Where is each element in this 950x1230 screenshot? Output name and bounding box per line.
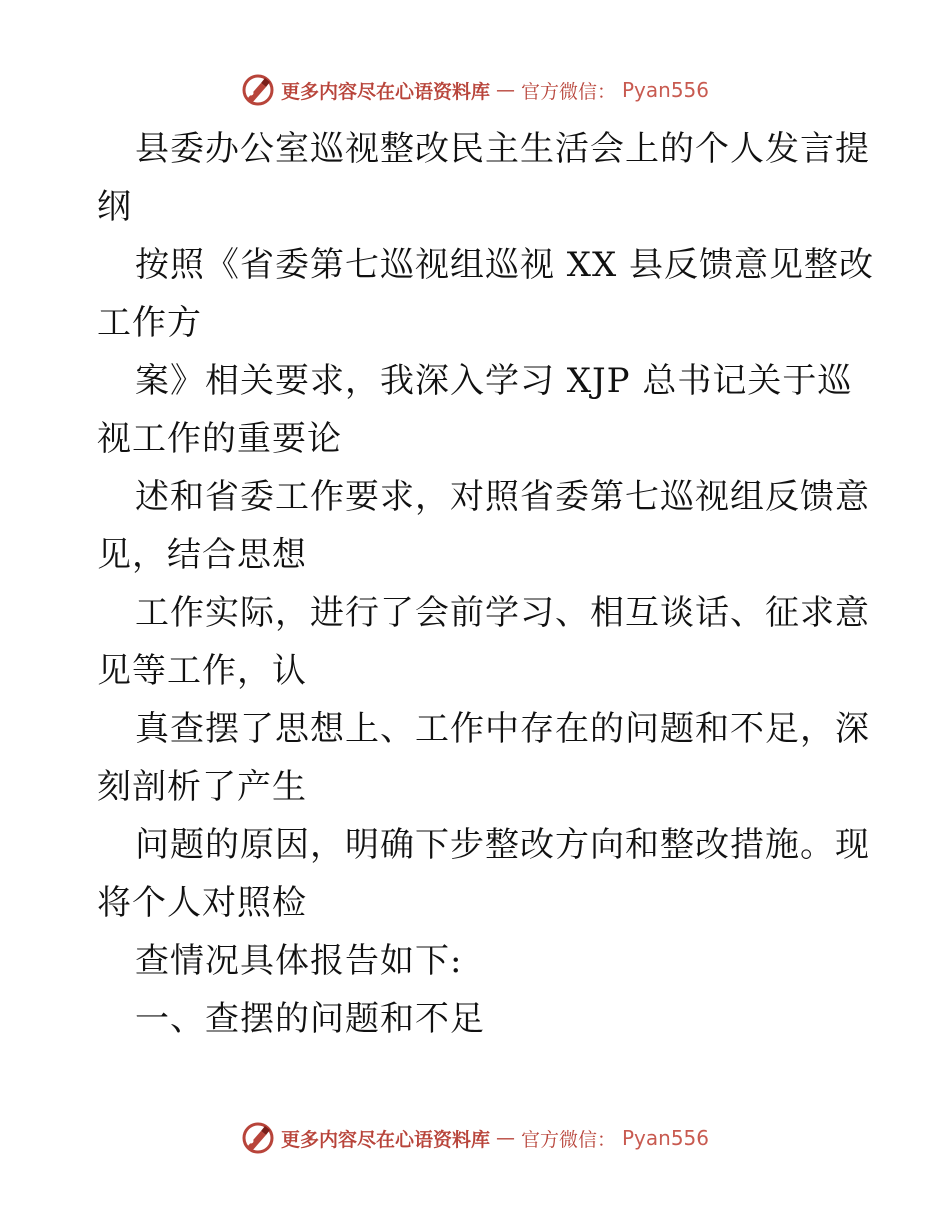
paragraph-line: 问题的原因，明确下步整改方向和整改措施。现	[135, 825, 870, 865]
watermark-wechat-label: 官方微信：	[520, 1128, 616, 1151]
paragraph-line: 查情况具体报告如下:	[135, 941, 463, 981]
watermark-slogan: 更多内容尽在心语资料库	[280, 1128, 490, 1151]
watermark-account: Pyan556	[622, 1126, 710, 1150]
watermark-slogan: 更多内容尽在心语资料库	[280, 80, 490, 103]
paragraph-line: 案》相关要求，我深入学习 XJP 总书记关于巡	[135, 361, 853, 401]
header-watermark	[0, 70, 950, 110]
document-body	[97, 120, 875, 1048]
paragraph-line: 视工作的重要论	[97, 419, 342, 459]
footer-watermark	[0, 1118, 950, 1158]
watermark-wechat-label: 官方微信：	[520, 80, 616, 103]
paragraph-line: 真查摆了思想上、工作中存在的问题和不足，深	[135, 709, 870, 749]
paragraph-line: 见，结合思想	[97, 535, 307, 575]
paragraph-line: 将个人对照检	[97, 883, 307, 923]
section-heading: 一、查摆的问题和不足	[135, 999, 485, 1039]
watermark-dash: —	[495, 79, 515, 101]
paragraph-line: 工作方	[97, 303, 202, 343]
paragraph-line: 见等工作，认	[97, 651, 307, 691]
watermark-account: Pyan556	[622, 78, 710, 102]
paragraph-line: 工作实际，进行了会前学习、相互谈话、征求意	[135, 593, 870, 633]
writing-hand-logo-icon	[241, 1121, 275, 1155]
document-title-line: 县委办公室巡视整改民主生活会上的个人发言提	[135, 129, 870, 169]
document-title-line: 纲	[97, 187, 132, 227]
watermark-dash: —	[495, 1127, 515, 1149]
paragraph-line: 按照《省委第七巡视组巡视 XX 县反馈意见整改	[135, 245, 875, 285]
paragraph-line: 述和省委工作要求，对照省委第七巡视组反馈意	[135, 477, 870, 517]
writing-hand-logo-icon	[241, 73, 275, 107]
paragraph-line: 刻剖析了产生	[97, 767, 307, 807]
